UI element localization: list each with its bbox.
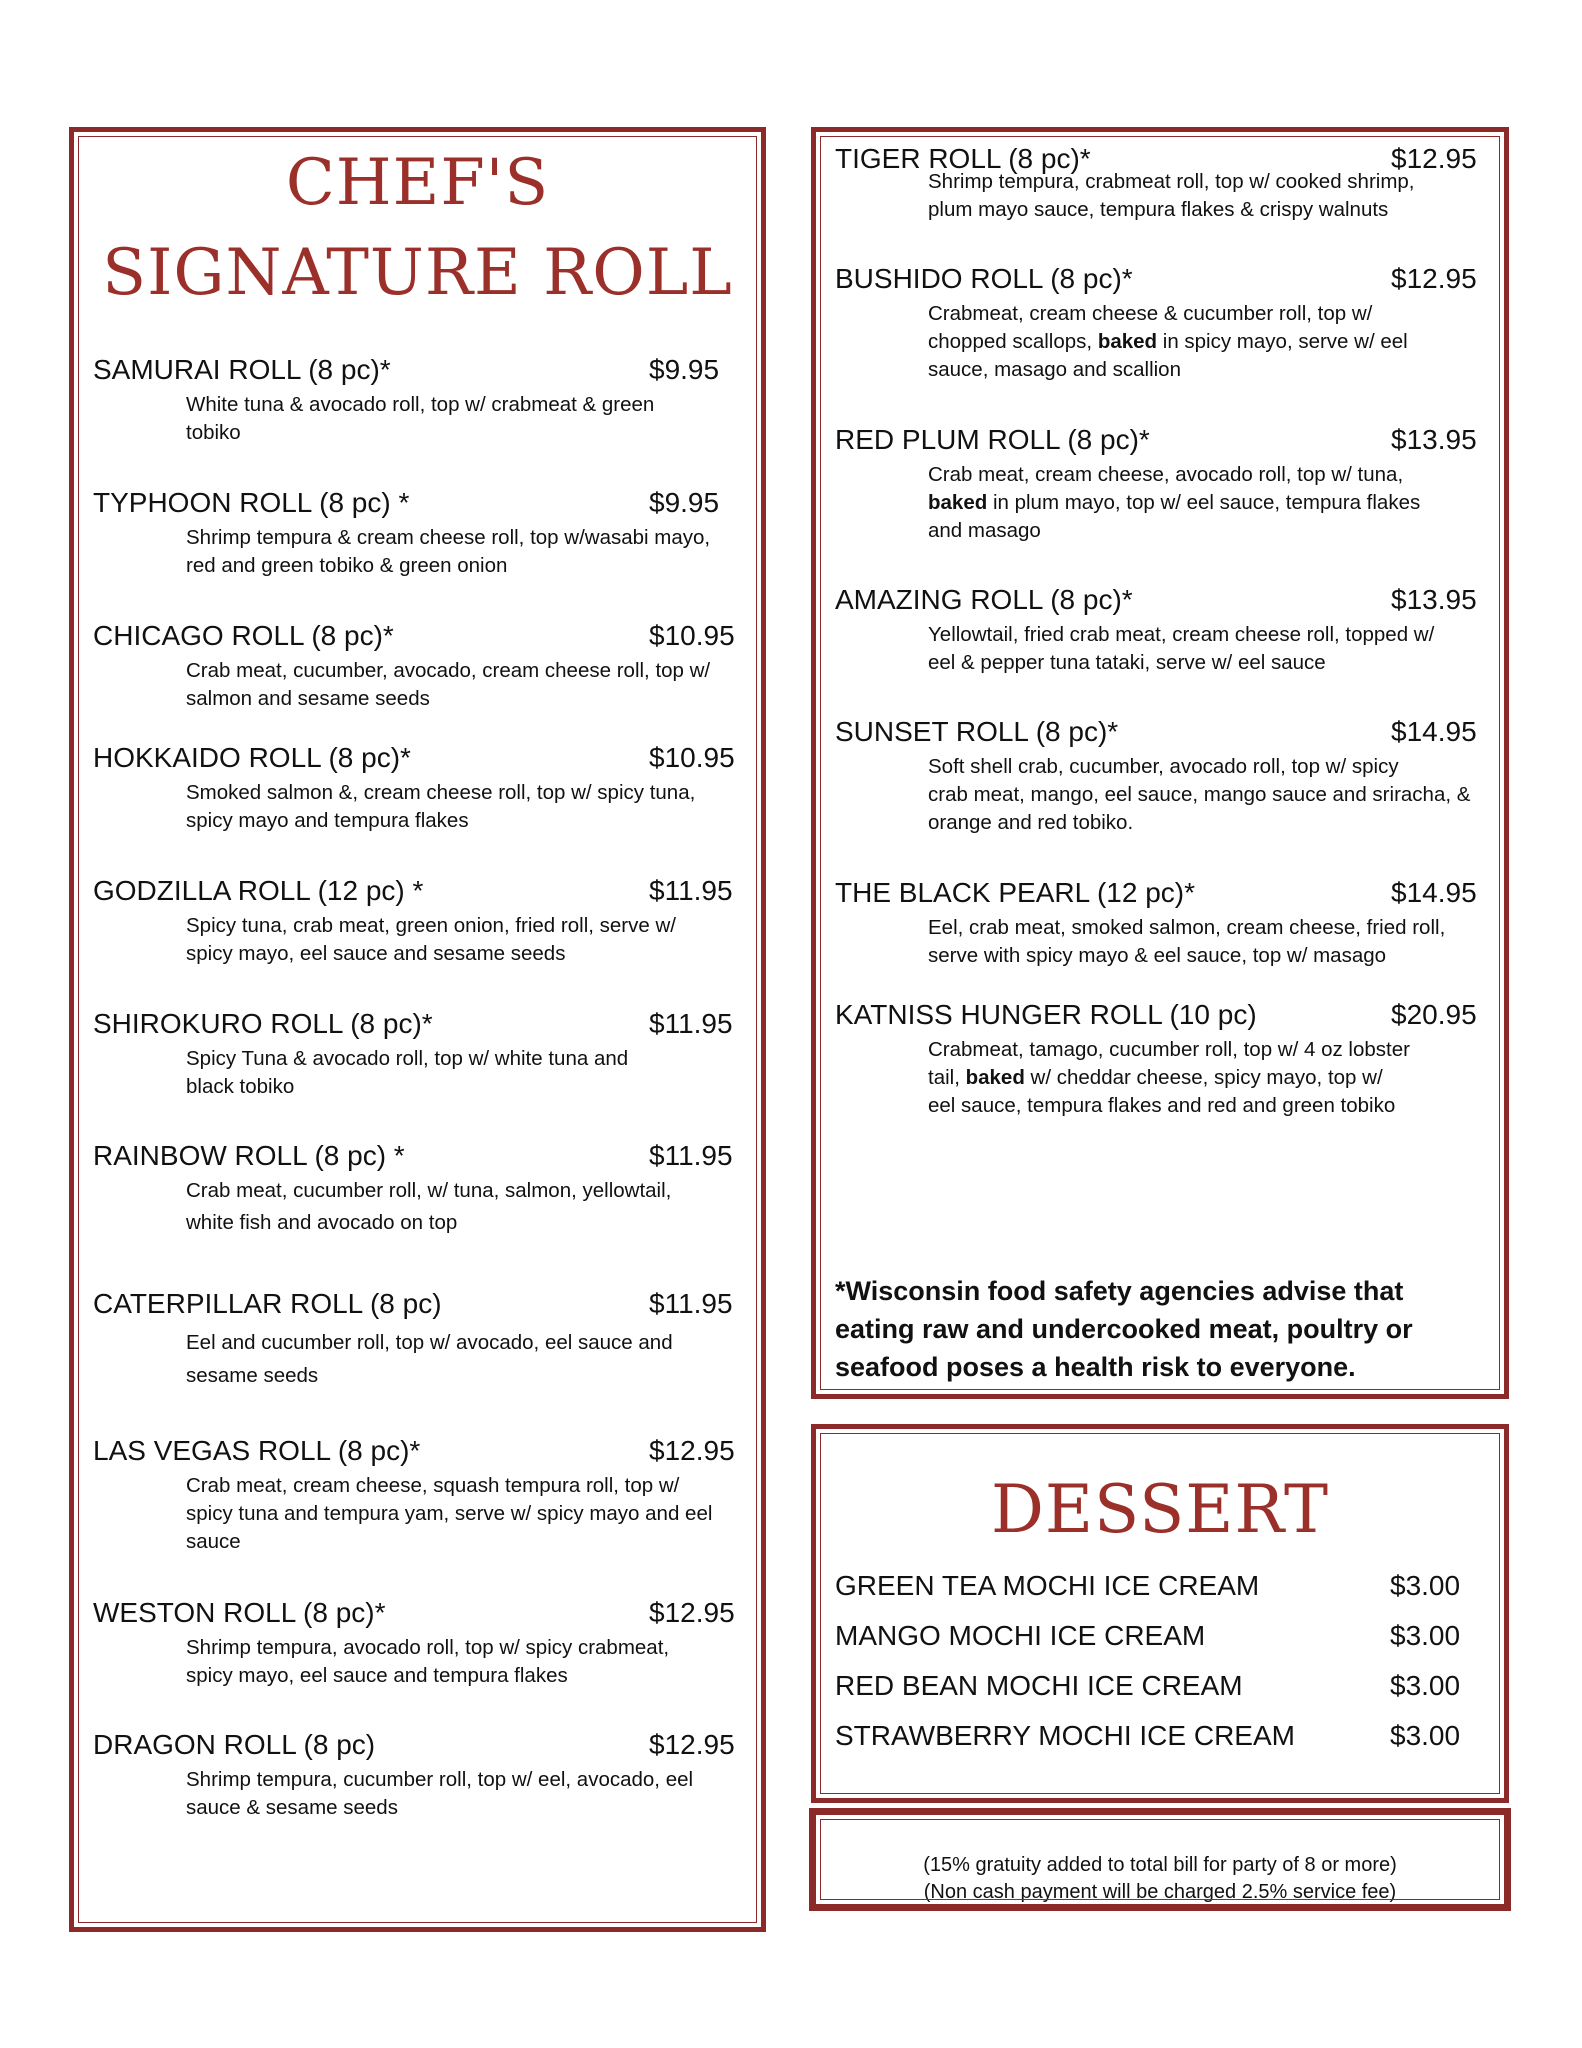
item-price: $9.95 [649, 487, 720, 518]
item-desc: serve with spicy mayo & eel sauce, top w/ masago [928, 944, 1387, 967]
desc-text: tail, [928, 1066, 966, 1089]
item-desc: eel sauce, tempura flakes and red and green tobiko [928, 1094, 1396, 1117]
item-name: WESTON ROLL (8 pc)* [93, 1597, 386, 1628]
item-price: $12.95 [649, 1435, 735, 1466]
dessert-price: $3.00 [1390, 1620, 1461, 1651]
item-name: TYPHOON ROLL (8 pc) * [93, 487, 410, 518]
section-title-line2: SIGNATURE ROLL [102, 236, 733, 310]
item-desc [928, 1063, 1383, 1092]
dessert-name: MANGO MOCHI ICE CREAM [835, 1620, 1206, 1651]
dessert-name: GREEN TEA MOCHI ICE CREAM [835, 1570, 1260, 1601]
item-desc: Spicy Tuna & avocado roll, top w/ white tuna and [186, 1047, 629, 1070]
item-desc [928, 488, 1420, 517]
item-desc: Yellowtail, fried crab meat, cream cheese roll, topped w/ [928, 623, 1435, 646]
item-desc: salmon and sesame seeds [186, 687, 430, 710]
item-price: $12.95 [649, 1597, 735, 1628]
item-desc: tobiko [186, 421, 241, 444]
item-price: $12.95 [649, 1729, 735, 1760]
dessert-price: $3.00 [1390, 1570, 1461, 1601]
item-desc: white fish and avocado on top [186, 1211, 458, 1234]
warning-line: *Wisconsin food safety agencies advise that [835, 1276, 1404, 1306]
desc-text: chopped scallops, [928, 330, 1098, 353]
item-price: $11.95 [649, 1008, 733, 1039]
item-name: THE BLACK PEARL (12 pc)* [835, 877, 1195, 908]
item-desc: Soft shell crab, cucumber, avocado roll, top w/ spicy [928, 755, 1399, 778]
item-name: SHIROKURO ROLL (8 pc)* [93, 1008, 433, 1039]
item-desc: sesame seeds [186, 1364, 319, 1387]
item-desc: Crab meat, cream cheese, squash tempura roll, top w/ [186, 1474, 680, 1497]
baked-label: baked [928, 491, 988, 514]
item-name: RAINBOW ROLL (8 pc) * [93, 1140, 405, 1171]
item-desc: Shrimp tempura, avocado roll, top w/ spicy crabmeat, [186, 1636, 670, 1659]
item-desc: Crab meat, cucumber roll, w/ tuna, salmon, yellowtail, [186, 1179, 672, 1202]
desc-text: in plum mayo, top w/ eel sauce, tempura flakes [987, 491, 1421, 514]
item-name: DRAGON ROLL (8 pc) [93, 1729, 376, 1760]
item-desc: Crab meat, cucumber, avocado, cream cheese roll, top w/ [186, 659, 711, 682]
item-desc: Eel, crab meat, smoked salmon, cream cheese, fried roll, [928, 916, 1446, 939]
section-title-line1: CHEF'S [285, 146, 550, 220]
item-desc: sauce [186, 1530, 241, 1553]
desc-text: w/ cheddar cheese, spicy mayo, top w/ [1024, 1066, 1383, 1089]
baked-label: baked [965, 1066, 1025, 1089]
item-name: LAS VEGAS ROLL (8 pc)* [93, 1435, 421, 1466]
item-desc: spicy tuna and tempura yam, serve w/ spicy mayo and eel [186, 1502, 713, 1525]
item-desc: red and green tobiko & green onion [186, 554, 508, 577]
item-desc: black tobiko [186, 1075, 295, 1098]
item-name: GODZILLA ROLL (12 pc) * [93, 875, 424, 906]
item-name: AMAZING ROLL (8 pc)* [835, 584, 1133, 615]
item-name: CHICAGO ROLL (8 pc)* [93, 620, 394, 651]
item-desc: spicy mayo and tempura flakes [186, 809, 469, 832]
item-desc: Smoked salmon &, cream cheese roll, top w/ spicy tuna, [186, 781, 696, 804]
item-price: $13.95 [1391, 584, 1477, 615]
item-desc: Shrimp tempura & cream cheese roll, top w/wasabi mayo, [186, 526, 711, 549]
item-desc: Crabmeat, tamago, cucumber roll, top w/ 4 oz lobster [928, 1038, 1410, 1061]
baked-label: baked [1097, 330, 1158, 353]
item-desc: plum mayo sauce, tempura flakes & crispy walnuts [928, 198, 1389, 221]
item-desc: Eel and cucumber roll, top w/ avocado, eel sauce and [186, 1331, 673, 1354]
warning-line: seafood poses a health risk to everyone. [835, 1352, 1356, 1382]
item-name: SAMURAI ROLL (8 pc)* [93, 354, 391, 385]
item-price: $10.95 [649, 742, 735, 773]
warning-line: eating raw and undercooked meat, poultry or [835, 1314, 1413, 1344]
item-desc: White tuna & avocado roll, top w/ crabmeat & green [186, 393, 655, 416]
item-desc [928, 327, 1408, 356]
dessert-price: $3.00 [1390, 1720, 1461, 1751]
item-desc: orange and red tobiko. [928, 811, 1134, 834]
item-desc: Shrimp tempura, crabmeat roll, top w/ cooked shrimp, [928, 170, 1415, 193]
item-name: BUSHIDO ROLL (8 pc)* [835, 263, 1133, 294]
item-name: RED PLUM ROLL (8 pc)* [835, 424, 1150, 455]
item-desc: Shrimp tempura, cucumber roll, top w/ eel, avocado, eel [186, 1768, 694, 1791]
desc-text: in spicy mayo, serve w/ eel [1157, 330, 1408, 353]
item-price: $14.95 [1391, 716, 1477, 747]
item-desc: eel & pepper tuna tataki, serve w/ eel sauce [928, 651, 1326, 674]
service-fee-note: (Non cash payment will be charged 2.5% service fee) [923, 1881, 1397, 1903]
item-name: HOKKAIDO ROLL (8 pc)* [93, 742, 411, 773]
item-name: KATNISS HUNGER ROLL (10 pc) [835, 999, 1257, 1030]
item-desc: and masago [928, 519, 1041, 542]
item-desc: sauce & sesame seeds [186, 1796, 398, 1819]
item-desc: sauce, masago and scallion [928, 358, 1181, 381]
item-desc: Crab meat, cream cheese, avocado roll, top w/ tuna, [928, 463, 1404, 486]
item-desc: spicy mayo, eel sauce and tempura flakes [186, 1664, 568, 1687]
gratuity-note-panel [809, 1808, 1511, 1911]
item-name: CATERPILLAR ROLL (8 pc) [93, 1288, 442, 1319]
item-desc: Spicy tuna, crab meat, green onion, fried roll, serve w/ [186, 914, 676, 937]
dessert-name: STRAWBERRY MOCHI ICE CREAM [835, 1720, 1295, 1751]
item-price: $12.95 [1391, 143, 1477, 174]
dessert-title: DESSERT [990, 1471, 1330, 1548]
dessert-name: RED BEAN MOCHI ICE CREAM [835, 1670, 1243, 1701]
item-desc: spicy mayo, eel sauce and sesame seeds [186, 942, 566, 965]
item-price: $12.95 [1391, 263, 1477, 294]
item-price: $20.95 [1391, 999, 1477, 1030]
food-safety-warning [835, 1272, 1413, 1386]
item-name: TIGER ROLL (8 pc)* [835, 143, 1091, 174]
item-price: $11.95 [649, 1288, 733, 1319]
item-price: $11.95 [649, 1140, 733, 1171]
item-desc: Crabmeat, cream cheese & cucumber roll, top w/ [928, 302, 1373, 325]
item-desc: crab meat, mango, eel sauce, mango sauce and sriracha, & [928, 783, 1471, 806]
item-name: SUNSET ROLL (8 pc)* [835, 716, 1119, 747]
item-price: $9.95 [649, 354, 720, 385]
gratuity-note: (15% gratuity added to total bill for party of 8 or more) [923, 1854, 1397, 1876]
item-price: $14.95 [1391, 877, 1477, 908]
item-price: $11.95 [649, 875, 733, 906]
item-price: $13.95 [1391, 424, 1477, 455]
item-price: $10.95 [649, 620, 735, 651]
dessert-price: $3.00 [1390, 1670, 1461, 1701]
